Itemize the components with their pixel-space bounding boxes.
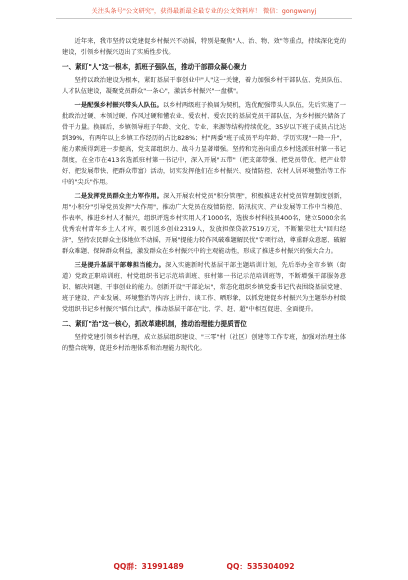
point-3-paragraph <box>62 260 346 315</box>
qq-group: QQ群：31991489 <box>113 562 184 571</box>
point-1-lead: 一是配强乡村振兴带头人队伍。 <box>74 101 163 109</box>
point-1-paragraph <box>62 100 346 188</box>
section-2-intro: 坚持党建引领乡村治理，成立基层组织建设、"三零"村（社区）创建等工作专班，加强对治理主体的整合统筹，促进乡村治理体系和治理能力现代化。 <box>62 333 346 352</box>
point-2-lead: 二是发挥党员群众主力军作用。 <box>74 192 164 200</box>
point-3-lead: 三是提升基层干部尊担当能力。 <box>74 261 166 269</box>
header-divider <box>56 18 352 19</box>
document-body <box>62 36 346 357</box>
section-heading-2: 二、紧盯"治"这一核心，抓改革建机制，推动治理能力提质晋位 <box>62 319 247 328</box>
contact-footer <box>0 561 408 572</box>
intro-paragraph: 近年来，我市坚持以党建促乡村振兴不动摇，特别是聚焦"人、治、物、效"等重点，持续深化党的建设，引领乡村振兴迈出了实质性步伐。 <box>62 38 346 57</box>
qq-number: QQ：535304092 <box>226 562 295 571</box>
promo-header: 关注头条号"公文研究"，获得最新最全最专业的公文资料库！ 微信：gongwenyj <box>91 8 317 15</box>
point-1-text: 以乡村两级班子换届为契机，选优配强带头人队伍，先后实施了一批政治过硬、本领过硬、作风过硬和懂农业、爱农村、爱农民的基层党员干部队伍，为乡村振兴储备了骨干力量。换届后，乡镇领导班子年龄、文化、专业、来源等结构持续优化，35岁以下班子成员占比达到39%，有两年以上乡镇工作经历的占比828%；村"两委"班子成员平均年龄、学历实现"一降一升"，能力素质得到进一步提高，党支部组织力、战斗力显著增强。坚持和完善向重点乡村选派驻村第一书记制度，在全市在413名选派驻村第一书记中，深入开展"五带"（把支部带强、把党员带优、把产业带好、把发展带快、把群众带富）活动，切实发挥他们在乡村振兴、疫情防控、农村人居环境整治等工作中的"尖兵"作用。 <box>62 101 347 187</box>
point-2-text: 深入开展农村党员"积分管理"，积极推进农村党员管理制度创新，用"小积分"引导党员发挥"大作用"，推动广大党员在疫情防控、防汛抗灾、产业发展等工作中当模范、作表率，推进乡村人才振兴，组织评选乡村实用人才1000名，选拔乡村科技员400名，建立5000余名优秀农村青年乡土人才库，吸引返乡创业2319人，发放担保贷款7519万元，不断繁荣壮大"回归经济"，坚持农民群众主体地位不动摇，开展"提能力转作风破难题解民忧"专项行动，尊重群众意愿、破解群众难题、保障群众利益，激发群众在乡村振兴中的主观能动性，形成了推进乡村振兴的强大合力。 <box>62 192 347 255</box>
point-2-paragraph <box>62 191 346 257</box>
point-3-text: 深入实施新时代基层干部主题培训计划，先后举办全市乡镇（街道）党政正职培训班、村党组织书记示范培训班、驻村第一书记示范培训班等，不断增强干部服务意识、解决问题、干事创业的能力。创新开设"干部论坛"，常态化组织乡镇党委书记代表围绕基层党建、班子建设、产业发展、环境整治等内容上讲台、谈工作、晒形象，以抓党建促乡村振兴为主题举办村级党组织书记乡村振兴"擂台比武"，推动基层干部在"比、学、赶、超"中相互促进、全面提升。 <box>62 261 347 313</box>
section-1-intro: 坚持以政治建设为根本，紧盯基层干事创业中"人"这一关键，着力加强乡村干部队伍、党员队伍、人才队伍建设，凝聚党员群众"一条心"，激活乡村振兴"一盘棋"。 <box>62 77 346 96</box>
section-heading-1: 一、紧盯"人"这一根本，抓班子强队伍，推动干部群众凝心聚力 <box>62 63 247 72</box>
